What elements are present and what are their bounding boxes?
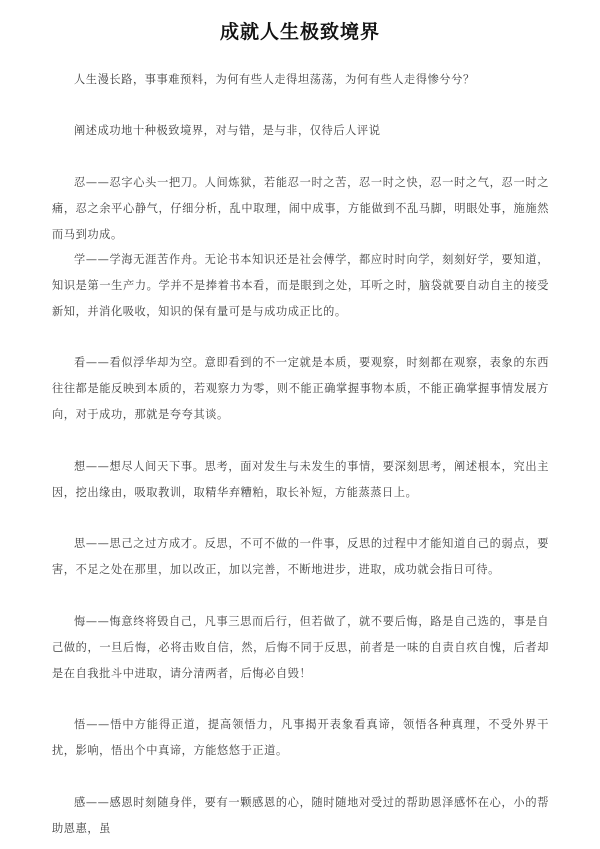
section-xue: 学——学海无涯苦作舟。无论书本知识还是社会傅学，都应时时向学，刻刻好学，要知道，知识是第一生产力。学并不是捧着书本看，而是眼到之处，耳听之时，脑袋就要自动自主的接受新知，并消化吸收，知识的保有量可是与成功成正比的。 (52, 253, 549, 318)
section-si: 思——思己之过方成才。反思，不可不做的一件事，反思的过程中才能知道自己的弱点，要害，不足之处在那里，加以改正，加以完善，不断地进步，进取，成功就会指日可待。 (52, 537, 549, 576)
section-wu: 悟——悟中方能得正道，提高领悟力，凡事揭开表象看真谛，领悟各种真理，不受外界干扰，影响，悟出个中真谛，方能悠悠于正道。 (52, 718, 549, 757)
subintro-paragraph: 阐述成功地十种极致境界，对与错，是与非，仅待后人评说 (74, 124, 381, 137)
section-gan: 感——感恩时刻随身伴，要有一颗感恩的心，随时随地对受过的帮助恩泽感怀在心，小的帮助恩惠，虽 (52, 796, 549, 835)
section-kan: 看——看似浮华却为空。意即看到的不一定就是本质，要观察，时刻都在观察，表象的东西往往都是能反映到本质的，若观察力为零，则不能正确掌握事物本质，不能正确掌握事情发展方向，对于成功，那就是夸夸其谈。 (52, 356, 549, 421)
section-xiang: 想——想尽人间天下事。思考，面对发生与未发生的事情，要深刻思考，阐述根本，究出主因，挖出缘由，吸取教训，取精华弃糟粕，取长补短，方能蒸蒸日上。 (52, 460, 549, 499)
section-hui: 悔——悔意终将毁自己，凡事三思而后行，但若做了，就不要后悔，路是自己选的，事是自己做的，一旦后悔，必将击败自信，然，后悔不同于反思，前者是一味的自责自疚自愧，后者却是在自我批斗中进取，请分清两者，后悔必自毁！ (52, 615, 549, 680)
section-ren: 忍——忍字心头一把刀。人间炼狱，若能忍一时之苦，忍一时之快，忍一时之气，忍一时之痛，忍之余平心静气，仔细分析，乱中取理，闹中成事，方能做到不乱马脚，明眼处事，施施然而马到功成。 (52, 176, 549, 241)
document-title: 成就人生极致境界 (219, 21, 380, 43)
intro-paragraph: 人生漫长路，事事难预料，为何有些人走得坦荡荡，为何有些人走得惨兮兮？ (74, 73, 475, 86)
